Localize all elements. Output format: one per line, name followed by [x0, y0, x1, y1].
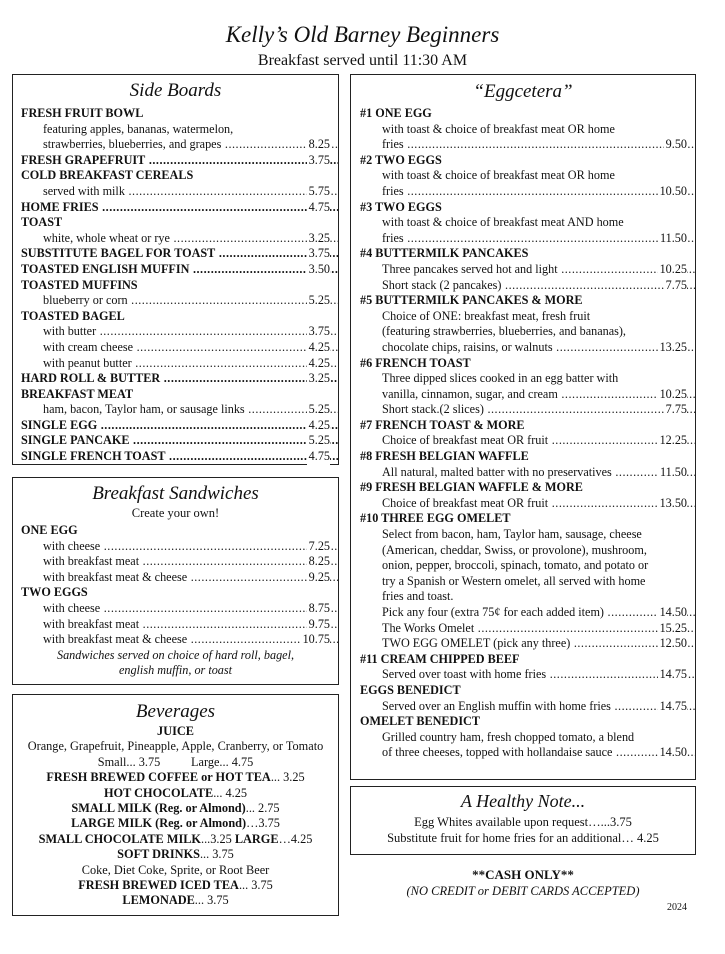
menu-line	[360, 278, 695, 294]
menu-line-text: HOME FRIES .....	[21, 200, 338, 214]
menu-line	[360, 558, 695, 574]
large-milk-price: …3.75	[246, 816, 280, 831]
sandwiches-heading: Breakfast Sandwiches	[92, 483, 259, 504]
juice-prices: Small... 3.75 Large... 4.75	[97, 754, 254, 769]
menu-line	[21, 632, 338, 648]
cash-only: **CASH ONLY**	[472, 867, 574, 882]
healthy-note-line-1: Egg Whites available upon request…...3.75	[414, 815, 632, 829]
menu-line-text: The Works Omelet .....	[382, 621, 695, 635]
cocoa-price: ... 4.25	[213, 785, 248, 800]
menu-line	[360, 122, 695, 138]
menu-line	[360, 106, 695, 122]
small-milk-price: ... 2.75	[245, 801, 280, 816]
menu-line	[360, 402, 695, 418]
sandwiches-box	[12, 477, 339, 685]
menu-line	[360, 418, 695, 434]
menu-line	[21, 184, 338, 200]
menu-line	[21, 215, 338, 231]
healthy-note-box	[350, 786, 696, 855]
menu-line-price: 15.25	[659, 620, 687, 635]
menu-line	[21, 356, 338, 372]
menu-line	[21, 449, 338, 465]
menu-line-text: try a Spanish or Western omelet, all served with home	[382, 573, 646, 588]
menu-line	[360, 465, 695, 481]
menu-line-text: #10 THREE EGG OMELET	[360, 511, 511, 526]
lemonade-price: ... 3.75	[194, 893, 229, 908]
menu-line	[360, 262, 695, 278]
menu-line-price: 14.50	[659, 745, 687, 760]
menu-line-price: 4.75	[308, 449, 330, 464]
iced-tea-label: FRESH BREWED ICED TEA	[78, 878, 239, 893]
menu-line-text: Pick any four (extra 75¢ for each added item) .....	[382, 605, 695, 619]
menu-line	[21, 309, 338, 325]
menu-line-text: TOASTED BAGEL	[21, 308, 125, 323]
menu-line-text: white, whole wheat or rye .....	[43, 231, 338, 245]
menu-line-text: SUBSTITUTE BAGEL FOR TOAST .....	[21, 246, 338, 260]
menu-line-text: Choice of breakfast meat OR fruit .....	[382, 433, 695, 447]
menu-line	[21, 601, 338, 617]
soft-drinks-price: ... 3.75	[199, 847, 234, 862]
menu-line-text: chocolate chips, raisins, or walnuts .....	[382, 340, 695, 354]
menu-line-text: Short stack (2 pancakes) .....	[382, 278, 695, 292]
menu-line-text: with breakfast meat .....	[43, 617, 338, 631]
menu-line-text: Grilled country ham, fresh chopped tomato, a blend	[382, 729, 635, 744]
menu-line	[360, 745, 695, 761]
menu-line	[21, 402, 338, 418]
menu-line-text: of three cheeses, topped with hollandaise sauce .....	[382, 745, 695, 759]
menu-line-text: #3 TWO EGGS	[360, 199, 442, 214]
menu-line-text: ham, bacon, Taylor ham, or sausage links .....	[43, 402, 338, 416]
menu-line-text: with cream cheese .....	[43, 340, 338, 354]
menu-line	[360, 683, 695, 699]
menu-line-price: 14.75	[659, 698, 687, 713]
menu-line-price: 10.25	[659, 386, 687, 401]
menu-line-text: #11 CREAM CHIPPED BEEF	[360, 651, 520, 666]
menu-line	[360, 449, 695, 465]
menu-line-text: Choice of ONE: breakfast meat, fresh fruit	[382, 308, 591, 323]
menu-line-text: Three pancakes served hot and light .....	[382, 262, 695, 276]
menu-line-text: TWO EGGS	[21, 585, 88, 600]
menu-line-text: COLD BREAKFAST CEREALS	[21, 168, 194, 183]
menu-line	[21, 153, 338, 169]
menu-line-text: #9 FRESH BELGIAN WAFFLE & MORE	[360, 480, 583, 495]
menu-line-text: with toast & choice of breakfast meat OR home	[382, 121, 615, 136]
menu-subtitle: Breakfast served until 11:30 AM	[257, 52, 468, 69]
menu-line	[360, 231, 695, 247]
menu-line	[360, 340, 695, 356]
sandwiches-subheading: Create your own!	[131, 506, 220, 520]
no-cards-note: (NO CREDIT or DEBIT CARDS ACCEPTED)	[406, 884, 640, 898]
healthy-note-heading: A Healthy Note...	[460, 791, 586, 811]
menu-line	[21, 106, 338, 122]
menu-line-price: 14.50	[659, 605, 687, 619]
menu-line	[360, 433, 695, 449]
menu-line	[360, 543, 695, 559]
menu-line-text: HARD ROLL & BUTTER .....	[21, 371, 338, 385]
menu-line-price: 9.75	[308, 616, 330, 631]
menu-line-text: Three dipped slices cooked in an egg batter with	[382, 371, 619, 386]
menu-line-text: featuring apples, bananas, watermelon,	[43, 121, 234, 136]
sandwiches-note-2: english muffin, or toast	[118, 662, 233, 677]
menu-line-price: 13.25	[659, 339, 687, 354]
menu-line-text: #1 ONE EGG	[360, 106, 432, 120]
menu-line	[360, 480, 695, 496]
menu-line	[360, 246, 695, 262]
menu-line-price: 3.25	[308, 230, 330, 245]
menu-line	[21, 340, 338, 356]
soft-drinks-types: Coke, Diet Coke, Sprite, or Root Beer	[81, 862, 270, 877]
menu-line-text: Short stack.(2 slices) .....	[382, 402, 695, 416]
menu-line-price: 8.75	[308, 600, 330, 615]
sandwiches-note-1: Sandwiches served on choice of hard roll, bagel,	[56, 647, 295, 662]
choc-large-price: …4.25	[278, 831, 313, 846]
menu-line-text: with breakfast meat .....	[43, 554, 338, 568]
menu-line-text: fries .....	[382, 137, 695, 151]
menu-line	[21, 617, 338, 633]
menu-line	[360, 527, 695, 543]
menu-line-text: Served over toast with home fries .....	[382, 667, 695, 681]
menu-line-text: Served over an English muffin with home fries .....	[382, 699, 695, 713]
menu-line-text: FRESH FRUIT BOWL	[21, 106, 144, 120]
iced-tea-price: ... 3.75	[238, 878, 273, 893]
coffee-label: FRESH BREWED COFFEE or HOT TEA	[46, 770, 271, 785]
menu-line	[360, 215, 695, 231]
menu-line-price: 12.25	[659, 433, 687, 448]
juice-types: Orange, Grapefruit, Pineapple, Apple, Cranberry, or Tomato	[27, 739, 324, 754]
menu-line-price: 4.25	[308, 339, 330, 354]
menu-line	[21, 523, 338, 539]
menu-line	[360, 324, 695, 340]
menu-line	[360, 511, 695, 527]
menu-line-price: 11.50	[660, 230, 687, 245]
coffee-price: ... 3.25	[270, 770, 305, 785]
menu-line-price: 14.75	[659, 667, 687, 682]
menu-line-text: BREAKFAST MEAT	[21, 386, 134, 401]
eggcetera-heading: “Eggcetera”	[473, 81, 573, 102]
menu-line-text: onion, pepper, broccoli, spinach, tomato, and potato or	[382, 558, 649, 573]
menu-line	[21, 585, 338, 601]
menu-line-text: All natural, malted batter with no preservatives .....	[382, 465, 695, 479]
menu-line-price: 5.25	[308, 402, 330, 417]
menu-line	[360, 699, 695, 715]
menu-line-text: blueberry or corn .....	[43, 293, 338, 307]
lemonade-label: LEMONADE	[122, 893, 195, 908]
menu-line	[360, 589, 695, 605]
menu-line-text: strawberries, blueberries, and grapes .....	[43, 137, 338, 151]
menu-line	[360, 153, 695, 169]
menu-line	[360, 387, 695, 403]
menu-line	[21, 418, 338, 434]
menu-line-price: 3.50	[308, 261, 330, 276]
menu-line	[21, 324, 338, 340]
menu-line-price: 12.50	[659, 636, 687, 651]
menu-line-price: 7.75	[665, 402, 687, 417]
menu-year: 2024	[667, 902, 687, 913]
menu-line	[360, 200, 695, 216]
menu-line	[21, 433, 338, 449]
menu-line	[360, 636, 695, 652]
menu-line-text: #7 FRENCH TOAST & MORE	[360, 417, 525, 432]
menu-line	[21, 293, 338, 309]
menu-line-price: 7.25	[308, 538, 330, 553]
menu-line	[360, 168, 695, 184]
menu-line	[21, 200, 338, 216]
menu-line-text: (featuring strawberries, blueberries, and bananas),	[382, 324, 626, 339]
menu-title: Kelly’s Old Barney Beginners	[225, 22, 500, 47]
menu-line-text: with butter .....	[43, 324, 338, 338]
menu-line-price: 4.25	[308, 417, 330, 432]
menu-line-price: 11.50	[660, 464, 687, 479]
menu-line-price: 5.75	[308, 183, 330, 198]
menu-line-text: with peanut butter .....	[43, 356, 338, 370]
menu-line-price: 8.25	[308, 137, 330, 152]
side-boards-heading: Side Boards	[129, 80, 222, 101]
menu-line	[21, 262, 338, 278]
menu-line-text: with breakfast meat & cheese .....	[43, 632, 338, 646]
menu-line-text: with toast & choice of breakfast meat AND home	[382, 215, 624, 230]
menu-line	[360, 714, 695, 730]
menu-line-text: TOASTED ENGLISH MUFFIN .....	[21, 262, 338, 276]
cocoa-label: HOT CHOCOLATE	[103, 785, 214, 800]
menu-line	[21, 122, 338, 138]
menu-line	[360, 309, 695, 325]
menu-line-text: Select from bacon, ham, Taylor ham, sausage, cheese	[382, 527, 642, 542]
menu-line-text: #4 BUTTERMILK PANCAKES	[360, 246, 529, 261]
menu-line	[21, 371, 338, 387]
menu-line-text: TWO EGG OMELET (pick any three) .....	[382, 636, 695, 650]
menu-line-text: with cheese .....	[43, 601, 338, 615]
menu-line-price: 9.25	[308, 569, 330, 584]
menu-line-text: TOAST	[21, 215, 63, 230]
menu-line-price: 10.50	[659, 183, 687, 198]
menu-line-price: 9.50	[665, 137, 687, 152]
menu-line-text: with breakfast meat & cheese .....	[43, 570, 338, 584]
menu-line-price: 10.25	[659, 261, 687, 276]
menu-line	[21, 570, 338, 586]
menu-line-price: 3.75	[308, 152, 330, 167]
menu-line-text: with cheese .....	[43, 539, 338, 553]
menu-line	[360, 496, 695, 512]
menu-line-price: 4.75	[308, 199, 330, 214]
choc-milk-price: ...3.25	[201, 831, 232, 846]
menu-line	[360, 574, 695, 590]
menu-line-text: fries and toast.	[382, 589, 454, 604]
menu-line-price: 10.75	[302, 632, 330, 647]
eggcetera-box	[350, 74, 696, 780]
menu-line	[360, 137, 695, 153]
menu-line-text: SINGLE PANCAKE .....	[21, 433, 338, 447]
menu-line-price: 3.25	[308, 371, 330, 386]
menu-line-text: OMELET BENEDICT	[360, 714, 480, 729]
menu-line	[360, 605, 695, 621]
menu-line-text: TOASTED MUFFINS	[21, 277, 138, 292]
menu-line-text: FRESH GRAPEFRUIT .....	[21, 153, 338, 167]
menu-line-price: 3.75	[308, 246, 330, 261]
menu-line-text: fries .....	[382, 231, 695, 245]
choc-large-label: LARGE	[234, 831, 279, 846]
menu-line	[360, 371, 695, 387]
menu-line-text: ONE EGG	[21, 523, 78, 537]
menu-line-price: 4.25	[308, 355, 330, 370]
menu-line-price: 5.25	[308, 433, 330, 448]
menu-line-price: 3.75	[308, 324, 330, 339]
eggcetera-list	[351, 106, 695, 761]
menu-line-price: 8.25	[308, 554, 330, 569]
large-milk-label: LARGE MILK (Reg. or Almond)	[71, 816, 247, 831]
menu-line	[21, 246, 338, 262]
beverages-box	[12, 694, 339, 916]
menu-line	[360, 293, 695, 309]
menu-line-text: #2 TWO EGGS	[360, 152, 442, 167]
menu-line	[360, 621, 695, 637]
sandwiches-list	[13, 523, 338, 648]
menu-line-price: 7.75	[665, 277, 687, 292]
menu-line-text: fries .....	[382, 184, 695, 198]
menu-line	[21, 168, 338, 184]
menu-line-text: #5 BUTTERMILK PANCAKES & MORE	[360, 293, 583, 308]
menu-line	[360, 667, 695, 683]
menu-line	[21, 539, 338, 555]
side-boards-list	[13, 106, 338, 465]
menu-line-text: SINGLE FRENCH TOAST .....	[21, 449, 338, 463]
menu-line	[21, 231, 338, 247]
menu-line-text: SINGLE EGG .....	[21, 418, 338, 432]
menu-line	[360, 184, 695, 200]
menu-line-text: EGGS BENEDICT	[360, 682, 461, 697]
beverages-heading: Beverages	[135, 701, 216, 722]
soft-drinks-label: SOFT DRINKS	[117, 847, 200, 862]
menu-line	[21, 554, 338, 570]
menu-line-text: #6 FRENCH TOAST	[360, 355, 471, 370]
menu-line	[360, 730, 695, 746]
menu-line	[360, 652, 695, 668]
healthy-note-line-2: Substitute fruit for home fries for an additional… 4.25	[387, 831, 659, 845]
juice-label: JUICE	[157, 724, 194, 738]
menu-line-price: 5.25	[308, 293, 330, 308]
menu-line-text: Choice of breakfast meat OR fruit .....	[382, 496, 695, 510]
menu-line	[360, 356, 695, 372]
menu-line-price: 13.50	[659, 495, 687, 510]
small-milk-label: SMALL MILK (Reg. or Almond)	[71, 801, 246, 816]
menu-line-text: vanilla, cinnamon, sugar, and cream .....	[382, 387, 695, 401]
menu-line-text: served with milk .....	[43, 184, 338, 198]
menu-line	[21, 278, 338, 294]
side-boards-box	[12, 74, 339, 465]
menu-line	[21, 387, 338, 403]
menu-line	[21, 137, 338, 153]
menu-line-text: with toast & choice of breakfast meat OR home	[382, 168, 615, 183]
choc-milk-label: SMALL CHOCOLATE MILK	[38, 831, 201, 846]
menu-line-text: #8 FRESH BELGIAN WAFFLE	[360, 449, 529, 464]
menu-line-text: (American, cheddar, Swiss, or provolone), mushroom,	[382, 542, 647, 557]
